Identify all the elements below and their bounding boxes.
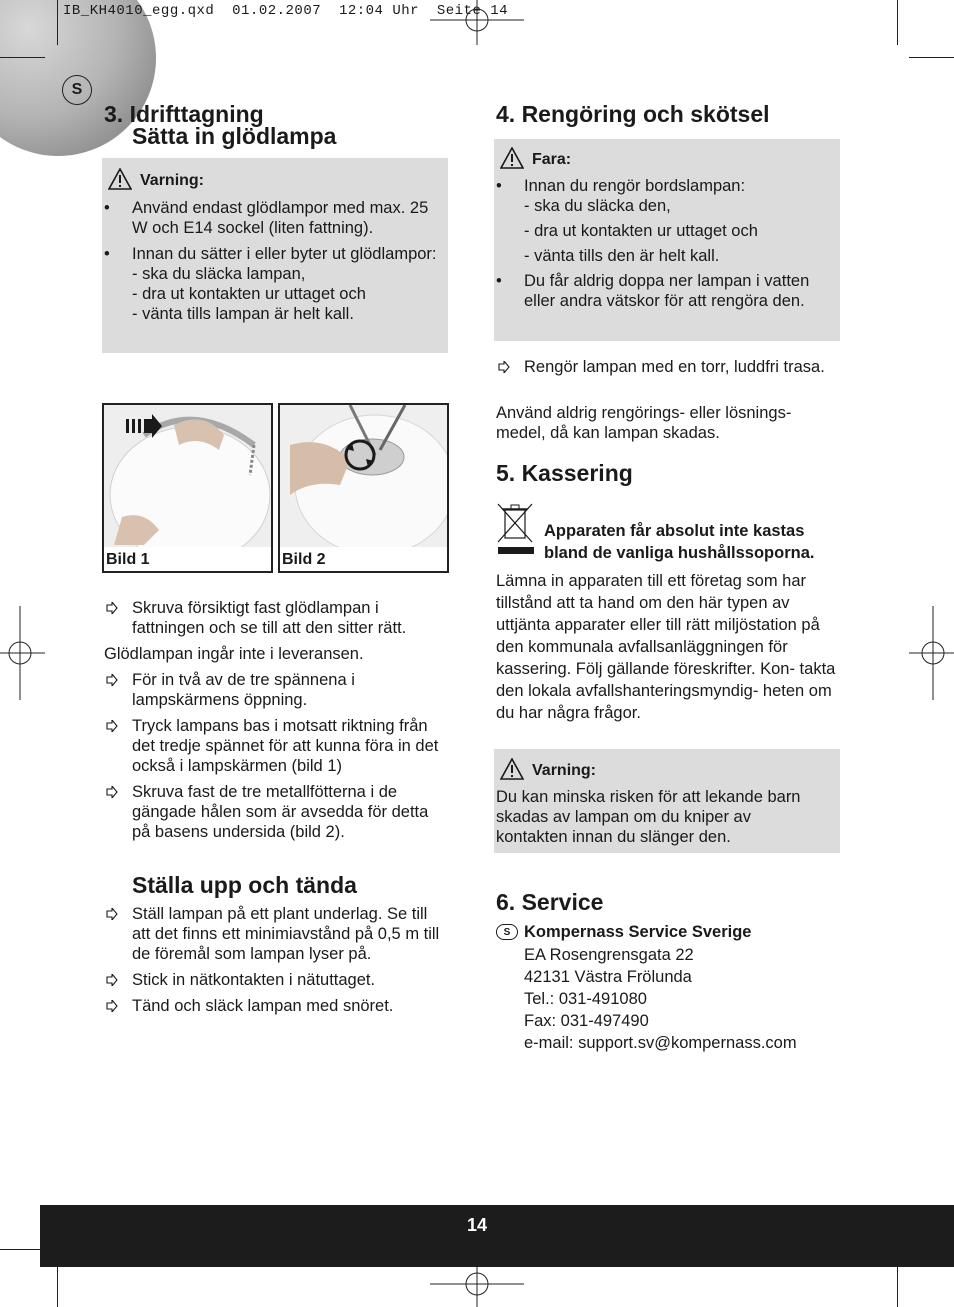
warning-header [500,758,596,780]
service-company: Kompernass Service Sverige [524,923,752,941]
section4-heading: 4. Rengöring och skötsel [496,101,770,127]
danger-list [494,176,834,311]
section5-heading: 5. Kassering [496,460,633,486]
lamp-photo-2 [280,405,447,547]
phone-line: Tel.: 031-491080 [524,990,647,1008]
crop-mark [897,0,898,45]
section6-heading: 6. Service [496,889,604,915]
footer-bar [40,1205,954,1267]
setup-steps [104,904,449,1016]
list-item: Skruva försiktigt fast glödlampan i fattningen och se till att den sitter rätt. [104,598,449,638]
list-item: Tryck lampans bas i motsatt riktning från det tredje spännet för att kunna föra in det också i lampskärmen (bild 1) [104,716,449,776]
clean-step: Rengör lampan med en torr, luddfri trasa. [496,357,840,377]
arrow-bullet-icon [106,1000,118,1012]
warning-header [108,168,204,190]
list-item: • Du får aldrig doppa ner lampan i vatten eller andra vätskor för att rengöra den. [496,272,810,310]
figure-caption: Bild 2 [282,551,326,568]
language-badge-label: S [71,81,83,98]
list-item: Stick in nätkontakten i nätuttaget. [104,970,449,990]
list-item: För in två av de tre spännena i lampskärmens öppning. [104,670,449,710]
arrow-bullet-icon [498,361,510,373]
crop-mark [897,1262,898,1307]
list-item: Ställ lampan på ett plant underlag. Se till att det finns ett minimiavstånd på 0,5 m till de föremål som lampan lyser på. [104,904,449,964]
crop-mark [0,1249,45,1250]
arrow-bullet-icon [106,786,118,798]
setup-heading: Ställa upp och tända [132,872,357,898]
warning-text: Du kan minska risken för att lekande barn skadas av lampan om du kniper av kontakten innan du slänger den. [496,788,801,846]
warning-list [102,198,442,324]
crossed-bin-icon [496,502,536,556]
list-item: • Använd endast glödlampor med max. 25 W och E14 sockel (liten fattning). [104,199,429,237]
crop-mark [57,1262,58,1307]
disposal-text: Lämna in apparaten till ett företag som har tillstånd att ta hand om den här typen av uttjänta apparater eller till rätt miljöstation på den kommunala avfallsanläggningen för kassering. Följ gällande föreskrifter. Kon- takta den lokala avfallshanteringsmyndig- heten om du har några frågor. [496,572,836,722]
list-item: • Innan du sätter i eller byter ut glödlampor: - ska du släcka lampan, - dra ut kontakten ur uttaget och - vänta tills lampan är helt kall. [104,245,437,323]
warning-triangle-icon [500,147,524,169]
figure-caption: Bild 1 [106,551,150,568]
crop-mark [57,0,58,45]
warning-triangle-icon [108,168,132,190]
service-badge-label: S [503,926,511,938]
registration-mark-right [909,606,954,700]
arrow-bullet-icon [106,974,118,986]
crop-mark [909,57,954,58]
warning-triangle-icon [500,758,524,780]
warning-title: Varning: [532,762,597,779]
fax-line: Fax: 031-497490 [524,1012,649,1030]
arrow-bullet-icon [106,720,118,732]
section3-heading-line2: Sätta in glödlampa [132,123,337,149]
arrow-bullet-icon [106,908,118,920]
warning-title: Varning: [140,172,205,189]
service-badge [496,924,518,940]
warning-box-lamp [102,158,448,353]
figure-bild-1 [102,403,273,573]
danger-title: Fara: [532,151,572,168]
warning-box-disposal [494,749,840,853]
arrow-bullet-icon [106,602,118,614]
list-item: • Innan du rengör bordslampan: - ska du släcka den, - dra ut kontakten ur uttaget och - vänta tills den är helt kall. [496,177,758,265]
file-info: IB_KH4010_egg.qxd 01.02.2007 12:04 Uhr Seite 14 [63,3,509,19]
clean-note: Använd aldrig rengörings- eller lösnings- medel, då kan lampan skadas. [496,404,792,442]
list-item: Skruva fast de tre metallfötterna i de gängade hålen som är avsedda för detta på basens undersida (bild 2). [104,782,449,842]
address-line: EA Rosengrensgata 22 [524,946,694,964]
email-line: e-mail: support.sv@kompernass.com [524,1034,797,1052]
danger-header [500,147,571,169]
registration-mark-bottom [430,1262,524,1307]
page-number: 14 [466,1215,488,1235]
list-item: Tänd och släck lampan med snöret. [104,996,449,1016]
danger-box [494,139,840,341]
install-steps [104,598,449,842]
section3-heading-line1: 3. Idrifttagning [104,101,264,127]
language-badge [62,75,92,105]
section3-heading [104,103,336,147]
registration-mark-left [0,606,45,700]
figure-bild-2 [278,403,449,573]
address-line: 42131 Västra Frölunda [524,968,692,986]
arrow-bullet-icon [106,674,118,686]
crop-mark [0,57,45,58]
bin-notice: Apparaten får absolut inte kastas bland de vanliga hushållssoporna. [544,522,815,562]
service-address [524,944,797,1054]
note-text: Glödlampan ingår inte i leveransen. [104,645,364,663]
lamp-photo-1 [104,405,271,547]
